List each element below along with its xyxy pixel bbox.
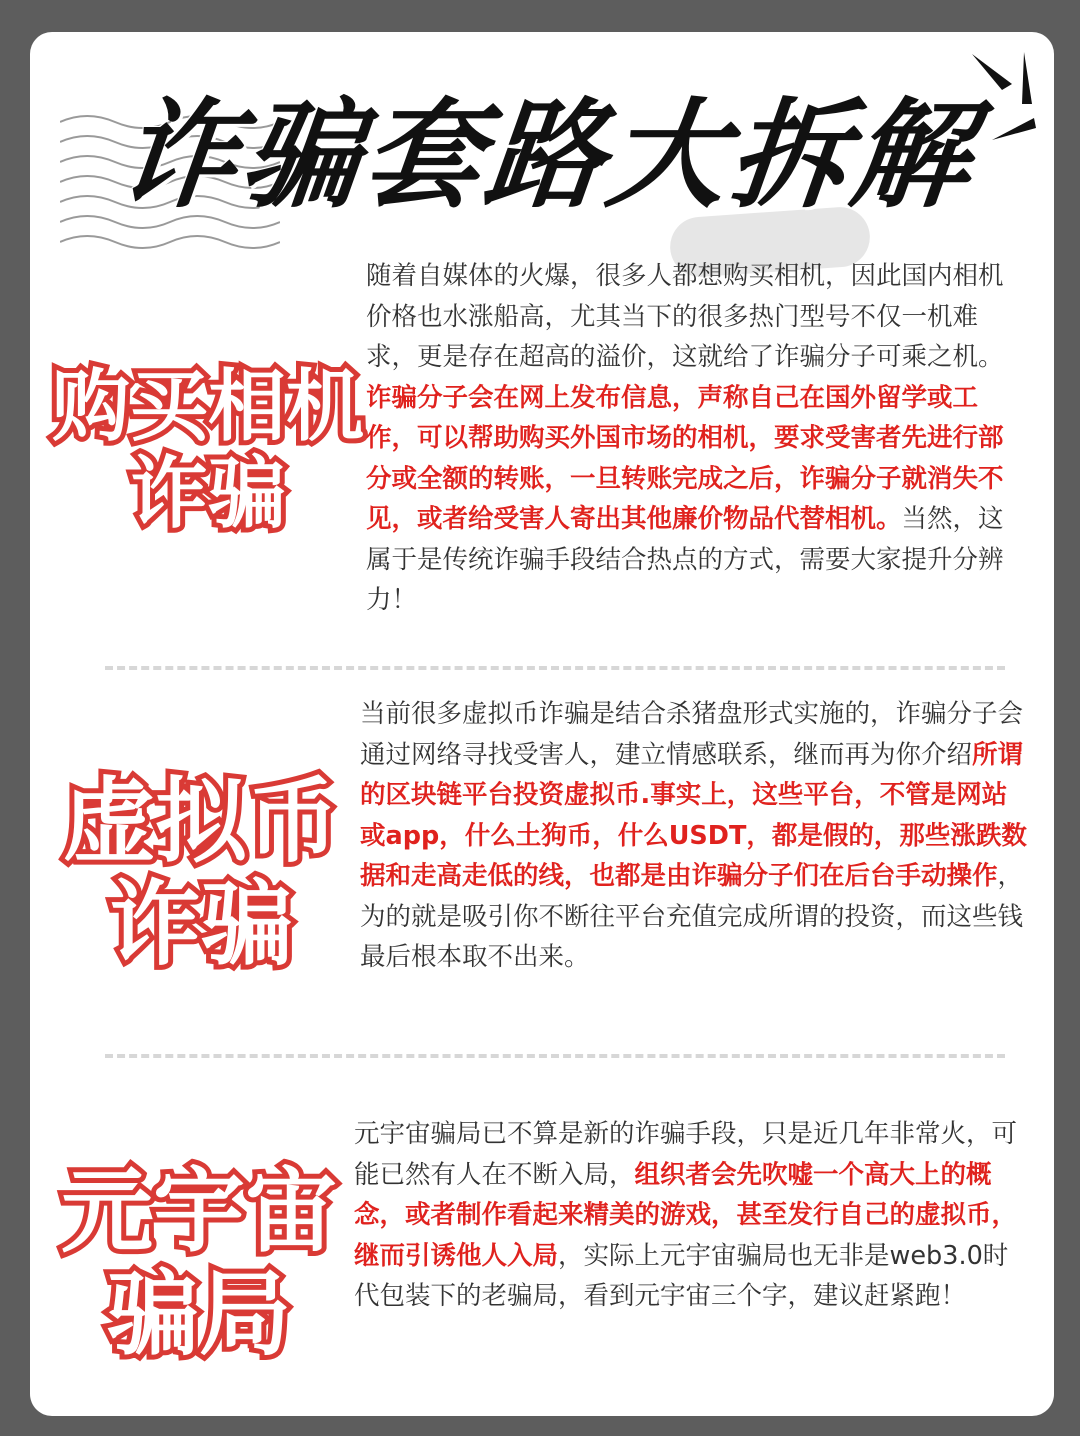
- section-divider: [105, 1054, 1005, 1058]
- section-label-line1: 虚拟币: [62, 768, 339, 875]
- paragraph-text: ，实际上元宇宙骗局也无非是web3.0时代包装下的老骗局，看到元宇宙三个字，建议赶紧跑！: [354, 1240, 1009, 1311]
- highlighted-text: 诈骗分子会在网上发布信息，声称自己在国外留学或工作，可以帮助购买外国市场的相机，要求受害者先进行部分或全额的转账，一旦转账完成之后，诈骗分子就消失不见，或者给受害人寄出其他廉价物品代替相机。: [366, 382, 1004, 534]
- section-divider: [105, 666, 1005, 670]
- paragraph-text: ，为的就是吸引你不断往平台充值完成所谓的投资，而这些钱最后根本取不出来。: [360, 861, 1024, 972]
- section-label-line2: 诈骗: [108, 871, 293, 979]
- highlighted-text: 所谓的区块链平台投资虚拟币.事实上，这些平台，不管是网站或app，什么土狗币，什么USDT，都是假的，那些涨跌数据和走高走低的线，也都是由诈骗分子们在后台手动操作: [360, 739, 1027, 891]
- section-paragraph-metaverse-scam: [354, 1114, 1028, 1317]
- section-label-line2: 诈骗: [129, 449, 286, 540]
- paragraph-text: 当前很多虚拟币诈骗是结合杀猪盘形式实施的，诈骗分子会通过网络寻找受害人，建立情感联系，继而再为你介绍: [360, 699, 1024, 770]
- paragraph-text: 当然，这属于是传统诈骗手段结合热点的方式，需要大家提升分辨力！: [366, 504, 1004, 615]
- section-label-camera-scam: [48, 364, 368, 539]
- section-label-line2: 骗局: [106, 1261, 291, 1369]
- section-label-line1: 购买相机: [51, 362, 364, 452]
- section-paragraph-camera-scam: [366, 256, 1026, 621]
- section-label-metaverse-scam: [54, 1158, 344, 1369]
- section-label-line1: 元宇宙: [60, 1158, 337, 1265]
- page-title: 诈骗套路大拆解: [112, 86, 982, 224]
- paragraph-text: 随着自媒体的火爆，很多人都想购买相机，因此国内相机价格也水涨船高，尤其当下的很多热门型号不仅一机难求，更是存在超高的溢价，这就给了诈骗分子可乘之机。: [366, 261, 1004, 372]
- poster-card: [30, 32, 1054, 1416]
- section-label-crypto-scam: [56, 768, 346, 979]
- highlighted-text: 组织者会先吹嘘一个高大上的概念，或者制作看起来精美的游戏，甚至发行自己的虚拟币，继而引诱他人入局: [354, 1159, 1018, 1271]
- section-paragraph-crypto-scam: [360, 694, 1028, 978]
- paragraph-text: 元宇宙骗局已不算是新的诈骗手段，只是近几年非常火，可能已然有人在不断入局，: [354, 1119, 1018, 1190]
